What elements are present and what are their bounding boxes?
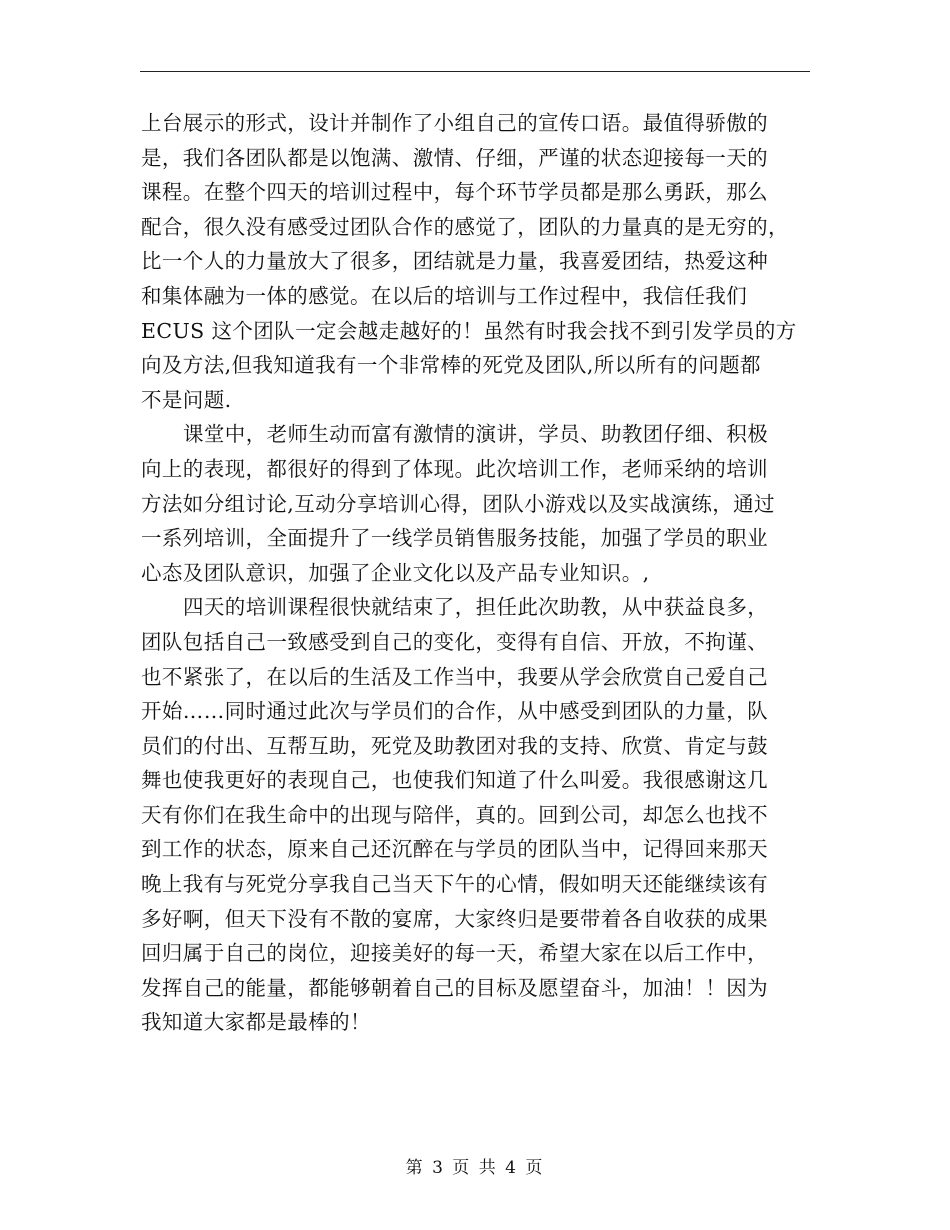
text-line: 员们的付出、互帮互助，死党及助教团对我的支持、欣赏、肯定与鼓	[141, 733, 768, 758]
text-line: 多好啊，但天下没有不散的宴席，大家终归是要带着各自收获的成果	[141, 906, 768, 931]
text-line: 发挥自己的能量，都能够朝着自己的目标及愿望奋斗，加油！！因为	[141, 975, 768, 1000]
text-line: 回归属于自己的岗位，迎接美好的每一天，希望大家在以后工作中，	[141, 941, 768, 966]
text-line: 比一个人的力量放大了很多，团结就是力量，我喜爱团结，热爱这种	[141, 249, 768, 274]
text-line: 开始……同时通过此次与学员们的合作，从中感受到团队的力量，队	[141, 699, 768, 724]
text-line: 和集体融为一体的感觉。在以后的培训与工作过程中，我信任我们	[141, 283, 748, 308]
text-line: 方法如分组讨论,互动分享培训心得，团队小游戏以及实战演练，通过	[141, 491, 775, 516]
text-line: 天有你们在我生命中的出现与陪伴，真的。回到公司，却怎么也找不	[141, 802, 768, 827]
text-line: 一系列培训，全面提升了一线学员销售服务技能，加强了学员的职业	[141, 526, 768, 551]
text-line: 不是问题.	[141, 387, 232, 412]
document-body	[141, 106, 801, 1040]
text-line: 向及方法,但我知道我有一个非常棒的死党及团队,所以所有的问题都	[141, 353, 761, 378]
text-line: 我知道大家都是最棒的！	[141, 1010, 371, 1035]
text-line: 晚上我有与死党分享我自己当天下午的心情，假如明天还能继续该有	[141, 872, 768, 897]
text-line: 上台展示的形式，设计并制作了小组自己的宣传口语。最值得骄傲的	[141, 111, 768, 135]
text-line: 舞也使我更好的表现自己，也使我们知道了什么叫爱。我很感谢这几	[141, 768, 768, 793]
text-line: 心态及团队意识，加强了企业文化以及产品专业知识。,	[141, 560, 650, 585]
text-line: ECUS 这个团队一定会越走越好的！虽然有时我会找不到引发学员的方	[141, 318, 797, 343]
text-line: 课程。在整个四天的培训过程中，每个环节学员都是那么勇跃，那么	[141, 180, 768, 205]
page-number-footer: 第 3 页 共 4 页	[405, 1158, 545, 1178]
text-line: 是，我们各团队都是以饱满、激情、仔细，严谨的状态迎接每一天的	[141, 145, 768, 170]
text-line: 团队包括自己一致感受到自己的变化，变得有自信、开放，不拘谨、	[141, 629, 768, 654]
text-line: 到工作的状态，原来自己还沉醉在与学员的团队当中，记得回来那天	[141, 837, 768, 862]
text-line: 四天的培训课程很快就结束了，担任此次助教，从中获益良多，	[183, 595, 769, 620]
header-rule	[140, 71, 810, 72]
text-line: 课堂中，老师生动而富有激情的演讲，学员、助教团仔细、积极	[183, 422, 769, 447]
text-line: 配合，很久没有感受过团队合作的感觉了，团队的力量真的是无穷的，	[141, 214, 789, 239]
text-line: 也不紧张了，在以后的生活及工作当中，我要从学会欣赏自己爱自己	[141, 664, 768, 689]
text-line: 向上的表现，都很好的得到了体现。此次培训工作，老师采纳的培训	[141, 456, 768, 481]
